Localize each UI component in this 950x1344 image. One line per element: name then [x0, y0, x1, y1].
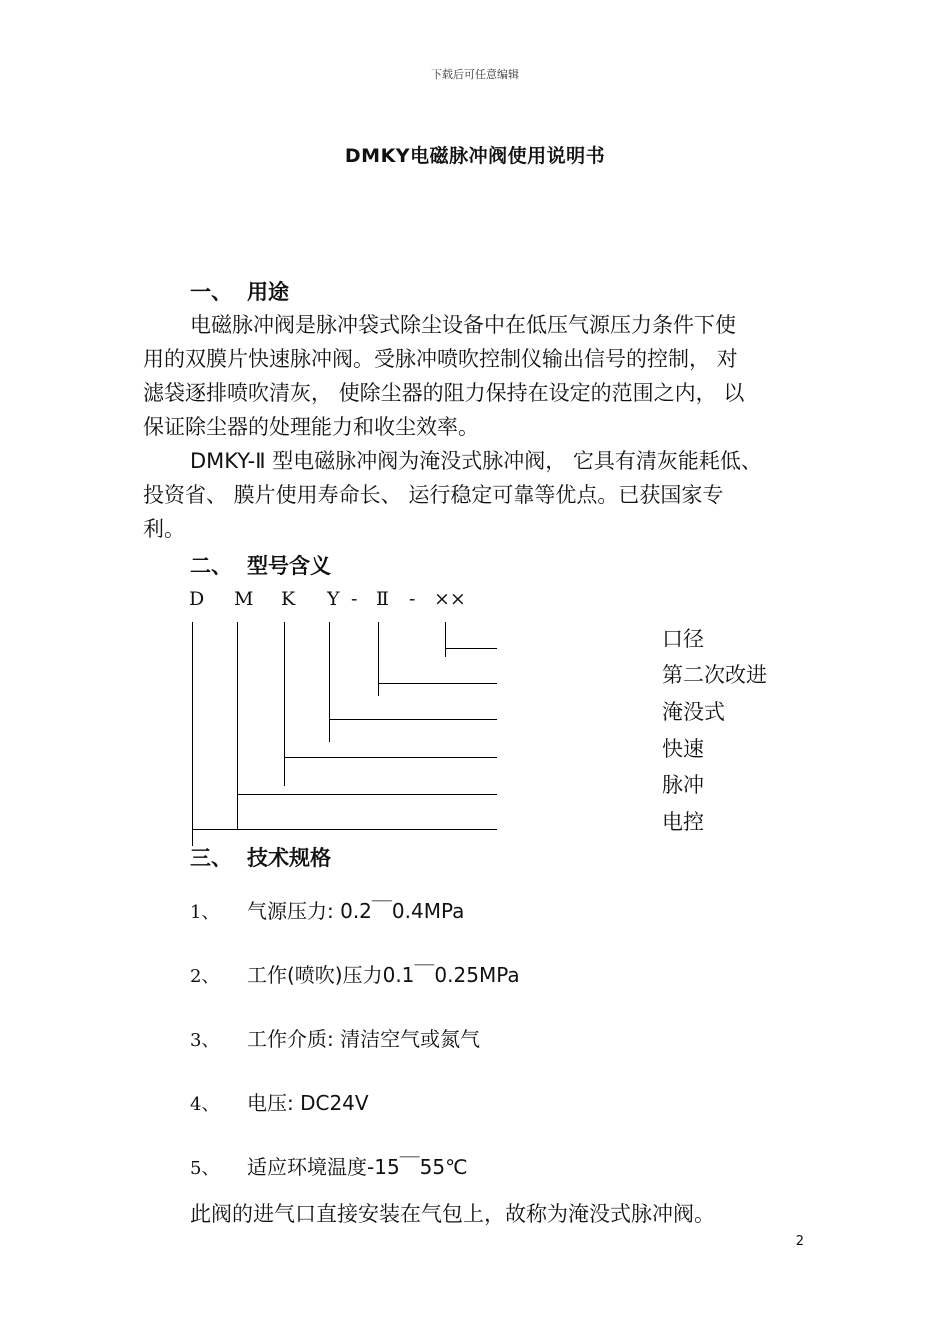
legend-item: 快速: [662, 737, 704, 761]
section-number: 二、: [190, 554, 232, 578]
paragraph-line: 利。: [143, 517, 185, 541]
spec-text: 电压: DC24V: [247, 1091, 369, 1115]
section-number: 三、: [190, 846, 232, 870]
section-title: 技术规格: [247, 846, 331, 870]
paragraph-line: 投资省、 膜片使用寿命长、 运行稳定可靠等优点。已获国家专: [143, 483, 724, 507]
document-title: DMKY电磁脉冲阀使用说明书: [344, 145, 606, 167]
spec-text: 适应环境温度-15￣55℃: [247, 1155, 468, 1179]
section-title: 型号含义: [247, 554, 331, 578]
diagram-line-size: [445, 622, 446, 657]
paragraph-line: 用的双膜片快速脉冲阀。受脉冲喷吹控制仪输出信号的控制， 对: [143, 347, 738, 371]
diagram-branch-y: [329, 719, 497, 720]
model-code-letter-y: Y: [327, 588, 340, 610]
section-number: 一、: [190, 280, 232, 304]
spec-index: 5、: [190, 1158, 220, 1179]
spec-index: 2、: [190, 966, 220, 987]
legend-item: 电控: [662, 810, 704, 834]
spec-item: [190, 1151, 468, 1180]
legend-item: 淹没式: [662, 700, 725, 724]
legend-item: 第二次改进: [662, 663, 767, 687]
diagram-branch-m: [237, 794, 497, 795]
model-code-letter-k: K: [281, 588, 296, 610]
header-note: 下载后可任意编辑: [431, 68, 519, 81]
paragraph-line: 电磁脉冲阀是脉冲袋式除尘设备中在低压气源压力条件下使: [190, 313, 736, 337]
section-heading-usage: [190, 276, 289, 306]
paragraph-line: DMKY-Ⅱ 型电磁脉冲阀为淹没式脉冲阀， 它具有清灰能耗低、: [190, 449, 762, 473]
legend-item: 口径: [662, 627, 704, 651]
paragraph-line: 滤袋逐排喷吹清灰， 使除尘器的阻力保持在设定的范围之内， 以: [143, 381, 745, 405]
diagram-branch-d: [192, 829, 497, 830]
section-heading-specs: [190, 842, 331, 872]
diagram-branch-size: [445, 648, 497, 649]
spec-item: [190, 959, 520, 988]
diagram-line-k: [284, 622, 285, 786]
model-code-dash: -: [409, 588, 416, 610]
spec-item: [190, 1023, 480, 1052]
paragraph-line: 保证除尘器的处理能力和收尘效率。: [143, 415, 479, 439]
specs-note: 此阀的进气口直接安装在气包上，故称为淹没式脉冲阀。: [190, 1202, 715, 1226]
spec-text: 气源压力: 0.2￣0.4MPa: [247, 899, 465, 923]
spec-index: 4、: [190, 1094, 220, 1115]
model-code-letter-m: M: [234, 588, 254, 610]
section-title: 用途: [247, 280, 289, 304]
diagram-line-d: [192, 622, 193, 846]
model-code-dash: -: [351, 588, 358, 610]
diagram-branch-k: [284, 757, 497, 758]
spec-item: [190, 1087, 369, 1116]
spec-text: 工作(喷吹)压力0.1￣0.25MPa: [247, 963, 520, 987]
model-code-size: ××: [434, 588, 466, 610]
model-code-letter-d: D: [189, 588, 205, 610]
model-code-roman-two: Ⅱ: [376, 588, 389, 610]
diagram-line-y: [329, 622, 330, 742]
spec-item: [190, 895, 464, 924]
page-number: 2: [795, 1234, 804, 1249]
diagram-line-m: [237, 622, 238, 829]
spec-index: 1、: [190, 902, 220, 923]
diagram-line-roman: [378, 622, 379, 696]
legend-item: 脉冲: [662, 773, 704, 797]
spec-index: 3、: [190, 1030, 220, 1051]
section-heading-model: [190, 550, 331, 580]
diagram-branch-roman: [378, 683, 497, 684]
spec-text: 工作介质: 清洁空气或氮气: [247, 1027, 481, 1051]
